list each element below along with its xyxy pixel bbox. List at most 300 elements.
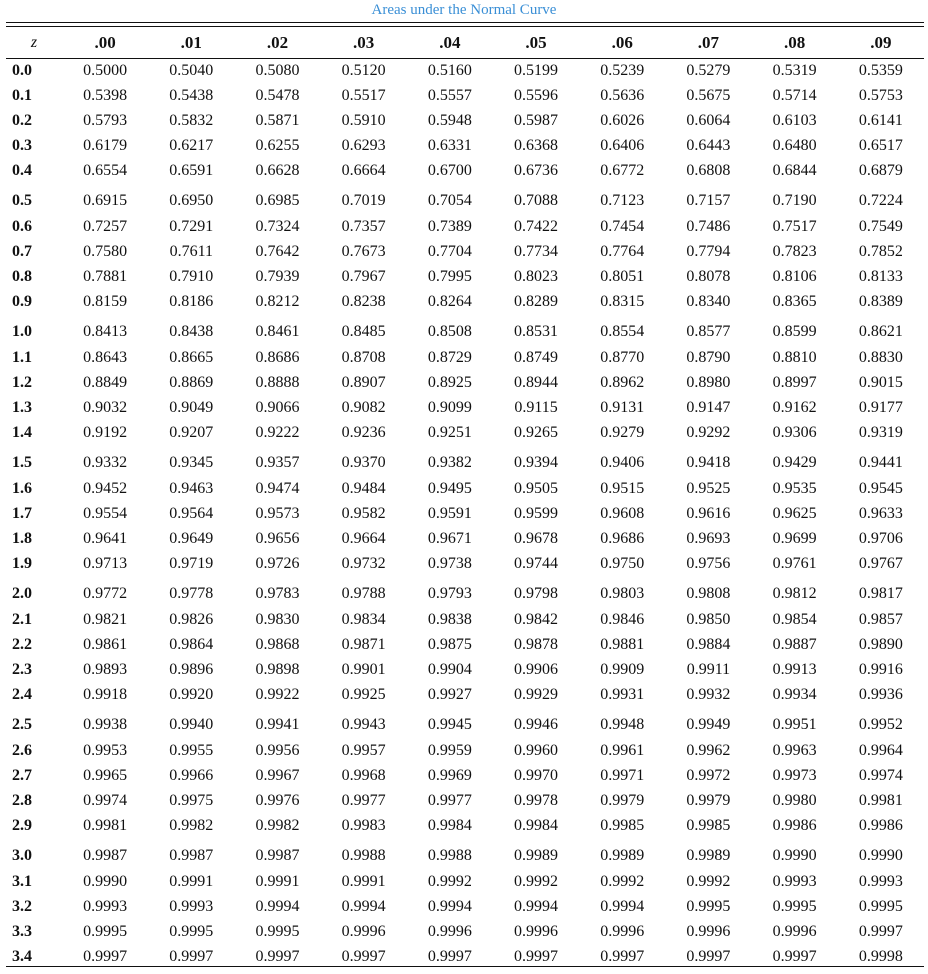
- area-value-cell: 0.9633: [858, 505, 903, 522]
- area-value-cell: 0.9222: [255, 424, 300, 441]
- area-value-cell: 0.9821: [83, 611, 128, 628]
- area-value-cell: 0.9970: [514, 767, 559, 784]
- z-value-cell: 1.5: [12, 453, 32, 471]
- area-value-cell: 0.8508: [427, 322, 472, 340]
- area-value-cell: 0.9177: [858, 399, 903, 416]
- area-value-cell: 0.9484: [341, 480, 386, 497]
- table-body: [6, 58, 924, 969]
- area-value-cell: 0.9941: [255, 715, 300, 733]
- area-value-cell: 0.8554: [600, 322, 645, 340]
- table-row: [6, 919, 924, 944]
- area-value-cell: 0.9535: [772, 480, 817, 497]
- area-value-cell: 0.9922: [255, 686, 300, 703]
- area-value-cell: 0.9871: [341, 636, 386, 653]
- area-value-cell: 0.6879: [858, 162, 903, 179]
- area-value-cell: 0.9968: [341, 767, 386, 784]
- area-value-cell: 0.9952: [858, 715, 903, 733]
- table-row: [6, 707, 924, 738]
- area-value-cell: 0.5557: [427, 87, 472, 104]
- table-row: [6, 526, 924, 551]
- z-value-cell: 2.4: [12, 686, 32, 703]
- area-value-cell: 0.9649: [169, 530, 214, 547]
- table-row: [6, 738, 924, 763]
- area-value-cell: 0.9756: [686, 555, 731, 572]
- area-value-cell: 0.7019: [341, 191, 386, 209]
- area-value-cell: 0.9925: [341, 686, 386, 703]
- area-value-cell: 0.9981: [83, 817, 128, 834]
- area-value-cell: 0.9993: [772, 873, 817, 890]
- area-value-cell: 0.5675: [686, 87, 731, 104]
- area-value-cell: 0.9345: [169, 453, 214, 471]
- area-value-cell: 0.9996: [686, 923, 731, 940]
- area-value-cell: 0.9994: [514, 898, 559, 915]
- area-value-cell: 0.9738: [427, 555, 472, 572]
- column-header: .05: [525, 32, 547, 52]
- area-value-cell: 0.9943: [341, 715, 386, 733]
- area-value-cell: 0.9429: [772, 453, 817, 471]
- table-row: [6, 813, 924, 838]
- area-value-cell: 0.7486: [686, 218, 731, 235]
- area-value-cell: 0.9956: [255, 742, 300, 759]
- area-value-cell: 0.9904: [427, 661, 472, 678]
- area-value-cell: 0.7357: [341, 218, 386, 235]
- area-value-cell: 0.8051: [600, 268, 645, 285]
- area-value-cell: 0.6736: [514, 162, 559, 179]
- area-value-cell: 0.8849: [83, 374, 128, 391]
- area-value-cell: 0.9463: [169, 480, 214, 497]
- area-value-cell: 0.9671: [427, 530, 472, 547]
- area-value-cell: 0.8577: [686, 322, 731, 340]
- area-value-cell: 0.9846: [600, 611, 645, 628]
- z-value-cell: 1.8: [12, 530, 32, 547]
- area-value-cell: 0.9887: [772, 636, 817, 653]
- area-value-cell: 0.9975: [169, 792, 214, 809]
- area-value-cell: 0.7673: [341, 243, 386, 260]
- area-value-cell: 0.5793: [83, 112, 128, 129]
- area-value-cell: 0.5120: [341, 62, 386, 79]
- area-value-cell: 0.8133: [858, 268, 903, 285]
- area-value-cell: 0.9995: [858, 898, 903, 915]
- area-value-cell: 0.9719: [169, 555, 214, 572]
- area-value-cell: 0.8264: [427, 293, 472, 310]
- z-value-cell: 0.7: [12, 243, 32, 260]
- area-value-cell: 0.5160: [427, 62, 472, 79]
- area-value-cell: 0.9830: [255, 611, 300, 628]
- column-header: .02: [266, 32, 289, 52]
- area-value-cell: 0.6808: [686, 162, 731, 179]
- area-value-cell: 0.9964: [858, 742, 903, 759]
- area-value-cell: 0.9772: [83, 584, 128, 602]
- table-row: [6, 264, 924, 289]
- area-value-cell: 0.8159: [83, 293, 128, 310]
- area-value-cell: 0.6141: [858, 112, 903, 129]
- area-value-cell: 0.8907: [341, 374, 386, 391]
- area-value-cell: 0.9699: [772, 530, 817, 547]
- area-value-cell: 0.7324: [255, 218, 300, 235]
- area-value-cell: 0.9162: [772, 399, 817, 416]
- area-value-cell: 0.9996: [514, 923, 559, 940]
- area-value-cell: 0.9997: [427, 948, 472, 965]
- area-value-cell: 0.9599: [514, 505, 559, 522]
- area-value-cell: 0.9949: [686, 715, 731, 733]
- bottom-rule: [6, 966, 924, 967]
- table-row: [6, 763, 924, 788]
- area-value-cell: 0.8944: [514, 374, 559, 391]
- area-value-cell: 0.9978: [514, 792, 559, 809]
- area-value-cell: 0.9279: [600, 424, 645, 441]
- area-value-cell: 0.7764: [600, 243, 645, 260]
- area-value-cell: 0.6103: [772, 112, 817, 129]
- area-value-cell: 0.9332: [83, 453, 128, 471]
- area-value-cell: 0.9997: [772, 948, 817, 965]
- area-value-cell: 0.9207: [169, 424, 214, 441]
- area-value-cell: 0.9984: [514, 817, 559, 834]
- column-header: .07: [697, 32, 720, 52]
- area-value-cell: 0.9992: [514, 873, 559, 890]
- z-value-cell: 2.2: [12, 636, 32, 653]
- area-value-cell: 0.9945: [427, 715, 472, 733]
- table-row: [6, 657, 924, 682]
- area-value-cell: 0.7517: [772, 218, 817, 235]
- area-value-cell: 0.9973: [772, 767, 817, 784]
- area-value-cell: 0.8023: [514, 268, 559, 285]
- area-value-cell: 0.8962: [600, 374, 645, 391]
- area-value-cell: 0.5753: [858, 87, 903, 104]
- area-value-cell: 0.5239: [600, 62, 645, 79]
- area-value-cell: 0.9989: [514, 846, 559, 864]
- table-row: [6, 183, 924, 214]
- area-value-cell: 0.8365: [772, 293, 817, 310]
- area-value-cell: 0.6331: [427, 137, 472, 154]
- area-value-cell: 0.7881: [83, 268, 128, 285]
- z-value-cell: 1.1: [12, 349, 32, 366]
- area-value-cell: 0.9982: [169, 817, 214, 834]
- area-value-cell: 0.9292: [686, 424, 731, 441]
- area-value-cell: 0.9893: [83, 661, 128, 678]
- area-value-cell: 0.7389: [427, 218, 472, 235]
- z-value-cell: 2.1: [12, 611, 32, 628]
- z-value-cell: 0.1: [12, 87, 32, 104]
- area-value-cell: 0.9962: [686, 742, 731, 759]
- area-value-cell: 0.9997: [514, 948, 559, 965]
- area-value-cell: 0.8461: [255, 322, 300, 340]
- area-value-cell: 0.9783: [255, 584, 300, 602]
- area-value-cell: 0.9545: [858, 480, 903, 497]
- area-value-cell: 0.9591: [427, 505, 472, 522]
- area-value-cell: 0.5832: [169, 112, 214, 129]
- table-row: [6, 314, 924, 345]
- area-value-cell: 0.9969: [427, 767, 472, 784]
- area-value-cell: 0.9582: [341, 505, 386, 522]
- area-value-cell: 0.9986: [858, 817, 903, 834]
- z-value-cell: 0.8: [12, 268, 32, 285]
- area-value-cell: 0.5080: [255, 62, 300, 79]
- area-value-cell: 0.9898: [255, 661, 300, 678]
- area-value-cell: 0.8749: [514, 349, 559, 366]
- area-value-cell: 0.8078: [686, 268, 731, 285]
- area-value-cell: 0.9966: [169, 767, 214, 784]
- area-value-cell: 0.6217: [169, 137, 214, 154]
- area-value-cell: 0.8485: [341, 322, 386, 340]
- area-value-cell: 0.9032: [83, 399, 128, 416]
- area-value-cell: 0.9656: [255, 530, 300, 547]
- area-value-cell: 0.9916: [858, 661, 903, 678]
- column-header: .04: [439, 32, 461, 52]
- area-value-cell: 0.5478: [255, 87, 300, 104]
- area-value-cell: 0.9881: [600, 636, 645, 653]
- area-value-cell: 0.7611: [169, 243, 213, 260]
- area-value-cell: 0.5040: [169, 62, 214, 79]
- area-value-cell: 0.8729: [427, 349, 472, 366]
- area-value-cell: 0.9115: [514, 399, 558, 416]
- area-value-cell: 0.6443: [686, 137, 731, 154]
- top-rule: [6, 22, 924, 23]
- area-value-cell: 0.6844: [772, 162, 817, 179]
- z-value-cell: 3.4: [12, 948, 32, 965]
- area-value-cell: 0.9955: [169, 742, 214, 759]
- area-value-cell: 0.9959: [427, 742, 472, 759]
- area-value-cell: 0.8770: [600, 349, 645, 366]
- area-value-cell: 0.9678: [514, 530, 559, 547]
- z-value-cell: 2.8: [12, 792, 32, 809]
- area-value-cell: 0.9990: [83, 873, 128, 890]
- area-value-cell: 0.7967: [341, 268, 386, 285]
- area-value-cell: 0.9940: [169, 715, 214, 733]
- area-value-cell: 0.9929: [514, 686, 559, 703]
- area-value-cell: 0.9963: [772, 742, 817, 759]
- area-value-cell: 0.9987: [83, 846, 128, 864]
- area-value-cell: 0.6591: [169, 162, 214, 179]
- area-value-cell: 0.9573: [255, 505, 300, 522]
- area-value-cell: 0.5596: [514, 87, 559, 104]
- area-value-cell: 0.8413: [83, 322, 128, 340]
- z-value-cell: 3.2: [12, 898, 32, 915]
- column-header: .09: [870, 32, 892, 52]
- area-value-cell: 0.9495: [427, 480, 472, 497]
- z-value-cell: 1.9: [12, 555, 32, 572]
- area-value-cell: 0.7054: [427, 191, 472, 209]
- area-value-cell: 0.7422: [514, 218, 559, 235]
- area-value-cell: 0.9972: [686, 767, 731, 784]
- area-value-cell: 0.7580: [83, 243, 128, 260]
- area-value-cell: 0.6628: [255, 162, 300, 179]
- area-value-cell: 0.8980: [686, 374, 731, 391]
- area-value-cell: 0.9987: [169, 846, 214, 864]
- table-row: [6, 476, 924, 501]
- area-value-cell: 0.7123: [600, 191, 645, 209]
- area-value-cell: 0.9049: [169, 399, 214, 416]
- area-value-cell: 0.9251: [427, 424, 472, 441]
- table-row: [6, 420, 924, 445]
- table-title: Areas under the Normal Curve: [371, 2, 557, 18]
- table-row: [6, 607, 924, 632]
- area-value-cell: 0.9474: [255, 480, 300, 497]
- area-value-cell: 0.7642: [255, 243, 300, 260]
- area-value-cell: 0.9452: [83, 480, 128, 497]
- area-value-cell: 0.5199: [514, 62, 559, 79]
- area-value-cell: 0.9957: [341, 742, 386, 759]
- area-value-cell: 0.9986: [772, 817, 817, 834]
- area-value-cell: 0.9842: [514, 611, 559, 628]
- area-value-cell: 0.9236: [341, 424, 386, 441]
- area-value-cell: 0.9980: [772, 792, 817, 809]
- area-value-cell: 0.9995: [169, 923, 214, 940]
- area-value-cell: 0.9066: [255, 399, 300, 416]
- table-row: [6, 551, 924, 576]
- z-value-cell: 1.2: [12, 374, 32, 391]
- area-value-cell: 0.8708: [341, 349, 386, 366]
- area-value-cell: 0.9641: [83, 530, 128, 547]
- area-value-cell: 0.5636: [600, 87, 645, 104]
- area-value-cell: 0.6517: [858, 137, 903, 154]
- area-value-cell: 0.9750: [600, 555, 645, 572]
- area-value-cell: 0.8186: [169, 293, 214, 310]
- area-value-cell: 0.9997: [341, 948, 386, 965]
- table-row: [6, 788, 924, 813]
- area-value-cell: 0.5319: [772, 62, 817, 79]
- z-value-cell: 0.0: [12, 62, 32, 79]
- area-value-cell: 0.9994: [427, 898, 472, 915]
- area-value-cell: 0.9319: [858, 424, 903, 441]
- table-row: [6, 83, 924, 108]
- area-value-cell: 0.8599: [772, 322, 817, 340]
- area-value-cell: 0.9147: [686, 399, 731, 416]
- area-value-cell: 0.9693: [686, 530, 731, 547]
- area-value-cell: 0.9960: [514, 742, 559, 759]
- area-value-cell: 0.9981: [858, 792, 903, 809]
- z-column-header: z: [30, 33, 38, 51]
- area-value-cell: 0.9991: [169, 873, 214, 890]
- area-value-cell: 0.5714: [772, 87, 817, 104]
- area-value-cell: 0.7910: [169, 268, 214, 285]
- column-header: .00: [94, 32, 116, 52]
- area-value-cell: 0.9686: [600, 530, 645, 547]
- area-value-cell: 0.9994: [341, 898, 386, 915]
- area-value-cell: 0.5279: [686, 62, 731, 79]
- area-value-cell: 0.9803: [600, 584, 645, 602]
- area-value-cell: 0.9616: [686, 505, 731, 522]
- area-value-cell: 0.9938: [83, 715, 128, 733]
- area-value-cell: 0.5948: [427, 112, 472, 129]
- area-value-cell: 0.9564: [169, 505, 214, 522]
- z-value-cell: 0.3: [12, 137, 32, 154]
- area-value-cell: 0.9082: [341, 399, 386, 416]
- area-value-cell: 0.9793: [427, 584, 472, 602]
- column-header: .03: [353, 32, 375, 52]
- area-value-cell: 0.9988: [427, 846, 472, 864]
- z-value-cell: 2.0: [12, 584, 32, 602]
- area-value-cell: 0.8686: [255, 349, 300, 366]
- z-value-cell: 2.3: [12, 661, 32, 678]
- table-row: [6, 239, 924, 264]
- table-row: [6, 632, 924, 657]
- table-row: [6, 869, 924, 894]
- area-value-cell: 0.9931: [600, 686, 645, 703]
- area-value-cell: 0.9826: [169, 611, 214, 628]
- area-value-cell: 0.8289: [514, 293, 559, 310]
- area-value-cell: 0.9406: [600, 453, 645, 471]
- area-value-cell: 0.9864: [169, 636, 214, 653]
- area-value-cell: 0.9982: [255, 817, 300, 834]
- area-value-cell: 0.9989: [600, 846, 645, 864]
- area-value-cell: 0.8665: [169, 349, 214, 366]
- area-value-cell: 0.6026: [600, 112, 645, 129]
- area-value-cell: 0.9761: [772, 555, 817, 572]
- area-value-cell: 0.9884: [686, 636, 731, 653]
- area-value-cell: 0.9370: [341, 453, 386, 471]
- table-row: [6, 158, 924, 183]
- area-value-cell: 0.9525: [686, 480, 731, 497]
- area-value-cell: 0.9990: [772, 846, 817, 864]
- area-value-cell: 0.7088: [514, 191, 559, 209]
- z-value-cell: 2.7: [12, 767, 32, 784]
- area-value-cell: 0.9394: [514, 453, 559, 471]
- area-value-cell: 0.9965: [83, 767, 128, 784]
- area-value-cell: 0.9985: [600, 817, 645, 834]
- area-value-cell: 0.9990: [858, 846, 903, 864]
- area-value-cell: 0.9997: [600, 948, 645, 965]
- area-value-cell: 0.9857: [858, 611, 903, 628]
- z-value-cell: 3.1: [12, 873, 32, 890]
- area-value-cell: 0.9932: [686, 686, 731, 703]
- area-value-cell: 0.5359: [858, 62, 903, 79]
- area-value-cell: 0.5000: [83, 62, 128, 79]
- area-value-cell: 0.6368: [514, 137, 559, 154]
- table-row: [6, 894, 924, 919]
- area-value-cell: 0.9992: [686, 873, 731, 890]
- area-value-cell: 0.9382: [427, 453, 472, 471]
- area-value-cell: 0.9861: [83, 636, 128, 653]
- area-value-cell: 0.6664: [341, 162, 386, 179]
- area-value-cell: 0.9713: [83, 555, 128, 572]
- area-value-cell: 0.7190: [772, 191, 817, 209]
- area-value-cell: 0.9993: [83, 898, 128, 915]
- z-value-cell: 1.6: [12, 480, 32, 497]
- area-value-cell: 0.9996: [600, 923, 645, 940]
- area-value-cell: 0.9993: [169, 898, 214, 915]
- area-value-cell: 0.9812: [772, 584, 817, 602]
- area-value-cell: 0.9192: [83, 424, 128, 441]
- area-value-cell: 0.9961: [600, 742, 645, 759]
- area-value-cell: 0.9946: [514, 715, 559, 733]
- area-value-cell: 0.9732: [341, 555, 386, 572]
- area-value-cell: 0.9997: [686, 948, 731, 965]
- area-value-cell: 0.8212: [255, 293, 300, 310]
- z-value-cell: 0.9: [12, 293, 32, 310]
- area-value-cell: 0.9896: [169, 661, 214, 678]
- area-value-cell: 0.9441: [858, 453, 903, 471]
- table-row: [6, 576, 924, 607]
- table-row: [6, 108, 924, 133]
- z-value-cell: 3.0: [12, 846, 32, 864]
- area-value-cell: 0.8810: [772, 349, 817, 366]
- area-value-cell: 0.9706: [858, 530, 903, 547]
- area-value-cell: 0.9974: [83, 792, 128, 809]
- area-value-cell: 0.9977: [341, 792, 386, 809]
- area-value-cell: 0.9948: [600, 715, 645, 733]
- area-value-cell: 0.9909: [600, 661, 645, 678]
- area-value-cell: 0.6179: [83, 137, 128, 154]
- area-value-cell: 0.6950: [169, 191, 214, 209]
- area-value-cell: 0.9878: [514, 636, 559, 653]
- area-value-cell: 0.6293: [341, 137, 386, 154]
- area-value-cell: 0.9515: [600, 480, 645, 497]
- area-value-cell: 0.9778: [169, 584, 214, 602]
- table-row: [6, 214, 924, 239]
- table-row: [6, 370, 924, 395]
- area-value-cell: 0.9131: [600, 399, 645, 416]
- area-value-cell: 0.9726: [255, 555, 300, 572]
